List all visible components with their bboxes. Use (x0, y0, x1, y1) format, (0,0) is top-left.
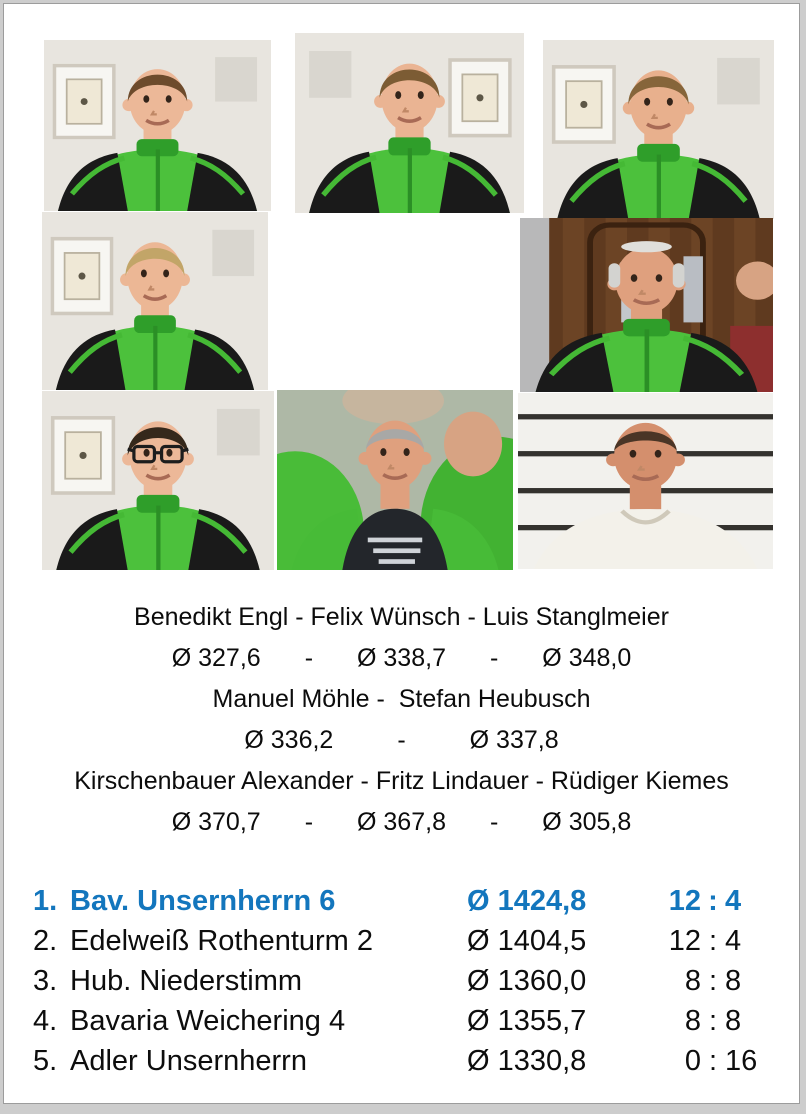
points-against: 4 (725, 924, 742, 957)
points-for: 12 (668, 884, 701, 917)
score-separator: : (708, 1044, 718, 1077)
team-photo-6 (42, 391, 274, 570)
team-photo-8 (518, 393, 773, 569)
rank: 4. (33, 1004, 58, 1037)
points-against: 8 (725, 1004, 742, 1037)
rank: 3. (33, 964, 58, 997)
roster-names: Benedikt Engl - Felix Wünsch - Luis Stanglmeier (134, 603, 669, 631)
points-for: 12 (668, 924, 701, 957)
separator-dash: - (304, 808, 314, 836)
team-average: Ø 1360,0 (467, 964, 587, 997)
roster-block (4, 603, 799, 849)
separator-dash: - (489, 644, 499, 672)
team-photo-3 (543, 40, 774, 219)
average-value: Ø 305,8 (542, 808, 632, 836)
standings-row-5 (33, 1041, 770, 1081)
roster-names: Manuel Möhle - Stefan Heubusch (212, 685, 591, 713)
separator-dash: - (397, 726, 406, 754)
points-for: 0 (684, 1044, 701, 1077)
team-average: Ø 1330,8 (467, 1044, 587, 1077)
average-value: Ø 367,8 (357, 808, 446, 836)
score-separator: : (708, 924, 718, 957)
standings-table (33, 881, 770, 1081)
team-name: Edelweiß Rothenturm 2 (70, 924, 374, 957)
team-average: Ø 1424,8 (467, 884, 587, 917)
standings-row-3 (33, 961, 770, 1001)
team-photo-2 (295, 33, 524, 213)
rank: 5. (33, 1044, 58, 1077)
team-average: Ø 1355,7 (467, 1004, 587, 1037)
team-photo-4 (42, 212, 268, 390)
rank: 1. (33, 884, 58, 917)
team-name: Hub. Niederstimm (70, 964, 303, 997)
roster-names: Kirschenbauer Alexander - Fritz Lindauer - Rüdiger Kiemes (74, 767, 729, 795)
standings-row-4 (33, 1001, 770, 1041)
rank: 2. (33, 924, 58, 957)
score-separator: : (708, 1004, 718, 1037)
page (3, 3, 800, 1104)
average-value: Ø 336,2 (244, 726, 334, 754)
team-photo-1 (44, 40, 271, 211)
team-photo-7 (277, 390, 513, 570)
standings-row-1 (33, 881, 770, 921)
separator-dash: - (489, 808, 499, 836)
roster-averages (4, 726, 799, 754)
average-value: Ø 338,7 (357, 644, 446, 672)
points-against: 8 (725, 964, 742, 997)
roster-averages (4, 644, 799, 672)
team-name: Adler Unsernherrn (70, 1044, 307, 1077)
team-name: Bavaria Weichering 4 (70, 1004, 346, 1037)
average-value: Ø 337,8 (469, 726, 559, 754)
points-against: 16 (725, 1044, 758, 1077)
standings-row-2 (33, 921, 770, 961)
points-for: 8 (684, 1004, 701, 1037)
average-value: Ø 370,7 (171, 808, 261, 836)
separator-dash: - (304, 644, 314, 672)
team-name: Bav. Unsernherrn 6 (70, 884, 336, 917)
score-separator: : (708, 964, 718, 997)
team-photo-5 (520, 218, 773, 392)
points-against: 4 (725, 884, 742, 917)
average-value: Ø 348,0 (542, 644, 632, 672)
average-value: Ø 327,6 (171, 644, 261, 672)
team-average: Ø 1404,5 (467, 924, 587, 957)
points-for: 8 (684, 964, 701, 997)
roster-averages (4, 808, 799, 836)
score-separator: : (708, 884, 718, 917)
